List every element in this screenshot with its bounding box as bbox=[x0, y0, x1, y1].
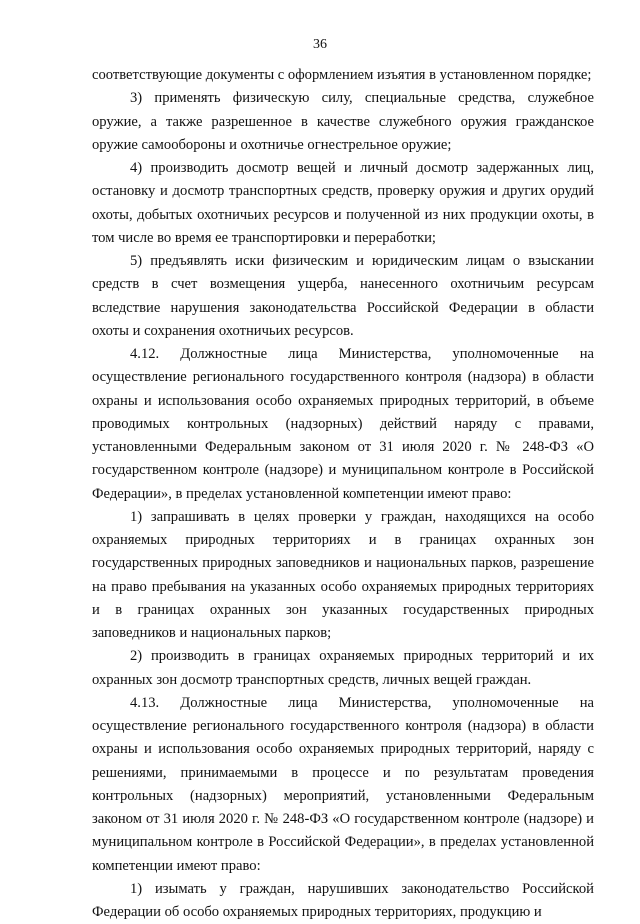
paragraph-section-4-12: 4.12. Должностные лица Министерства, уполномоченные на осуществление регионального государственного контроля (надзора) в области охраны и использования особо охраняемых природных территорий, в объеме проводимых контрольных (надзорных) действий наряду с правами, установленными Федеральным законом от 31 июля 2020 г. № 248-ФЗ «О государственном контроле (надзоре) и муниципальном контроле в Российской Федерации», в пределах установленной компетенции имеют право: bbox=[92, 346, 594, 502]
paragraph-section-4-13: 4.13. Должностные лица Министерства, уполномоченные на осуществление регионального государственного контроля (надзора) в области охраны и использования особо охраняемых природных территорий, наряду с решениями, принимаемыми в процессе и по результатам проведения контрольных (надзорных) мероприятий, установленными Федеральным законом от 31 июля 2020 г. № 248-ФЗ «О государственном контроле (надзоре) и муниципальном контроле в Российской Федерации», в пределах установленной компетенции имеют право: bbox=[92, 694, 594, 874]
paragraph-item-3: 3) применять физическую силу, специальные средства, служебное оружие, а также разрешенное в качестве служебного оружия гражданское оружие самообороны и охотничье огнестрельное оружие; bbox=[92, 90, 594, 153]
paragraph-4-12-item-1: 1) запрашивать в целях проверки у граждан, находящихся на особо охраняемых природных территориях и в границах охранных зон государственных природных заповедников и национальных парков, разрешение на право пребывания на указанных особо охраняемых природных территориях и в границах охранных зон указанных государственных природных заповедников и национальных парков; bbox=[92, 508, 594, 641]
document-body bbox=[92, 64, 594, 924]
paragraph-item-5: 5) предъявлять иски физическим и юридическим лицам о взыскании средств в счет возмещения ущерба, нанесенного охотничьим ресурсам вследствие нарушения законодательства Российской Федерации в области охоты и сохранения охотничьих ресурсов. bbox=[92, 253, 594, 339]
paragraph-continuation: соответствующие документы с оформлением изъятия в установленном порядке; bbox=[92, 67, 592, 83]
page-number: 36 bbox=[313, 37, 327, 52]
paragraph-4-13-item-1: 1) изымать у граждан, нарушивших законодательство Российской Федерации об особо охраняемых природных территориях, продукцию и bbox=[92, 880, 594, 920]
paragraph-item-4: 4) производить досмотр вещей и личный досмотр задержанных лиц, остановку и досмотр транспортных средств, проверку оружия и других орудий охоты, добытых охотничьих ресурсов и полученной из них продукции охоты, в том числе во время ее транспортировки и переработки; bbox=[92, 160, 594, 246]
paragraph-4-12-item-2: 2) производить в границах охраняемых природных территорий и их охранных зон досмотр транспортных средств, личных вещей граждан. bbox=[92, 648, 594, 688]
